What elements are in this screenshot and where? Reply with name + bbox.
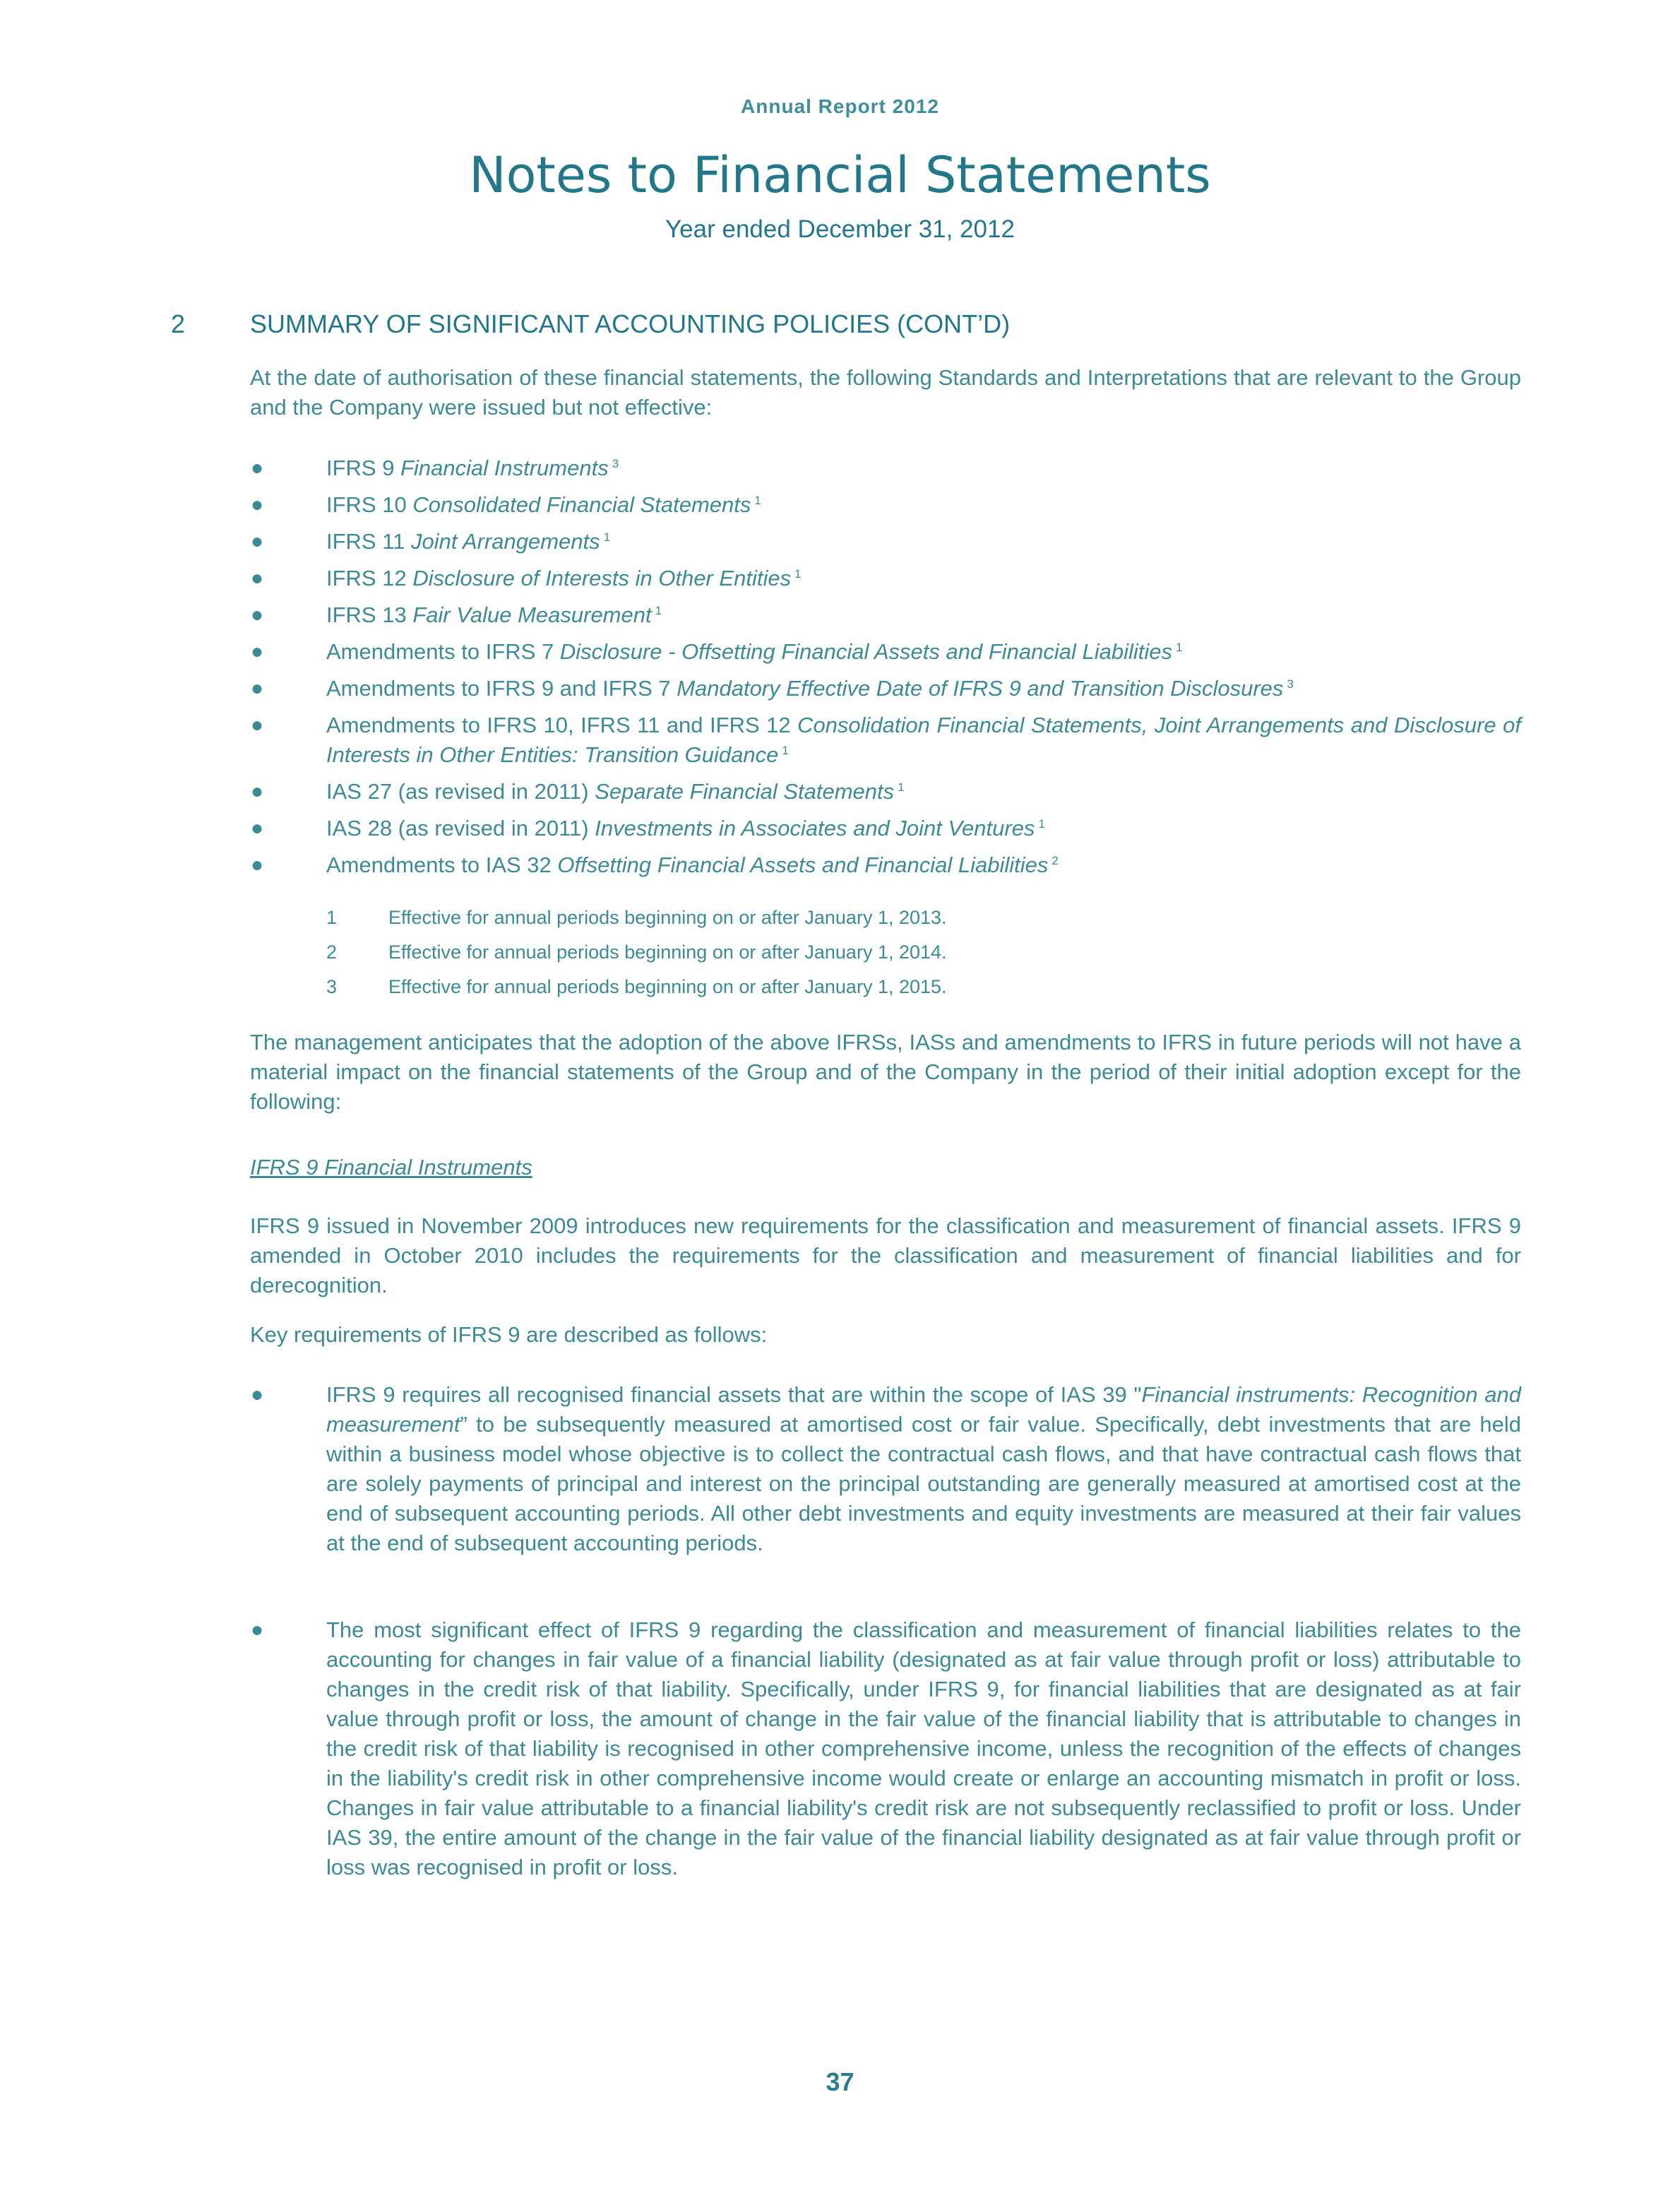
requirement-text: The most significant effect of IFRS 9 regarding the classification and measurement of financial liabilities relates to the accounting for changes in fair value of a financial liability (designated as at fair value through profit or loss) attributable to changes in the credit risk of that liability. Specifically, under IFRS 9, for financial liabilities that are designated as at fair value through profit or loss, the amount of change in the fair value of the financial liability that is attributable to changes in the credit risk of that liability is recognised in other comprehensive income, unless the recognition of the effects of changes in the liability's credit risk in other comprehensive income would create or enlarge an accounting mismatch in profit or loss. Changes in fair value attributable to a financial liability's credit risk are not subsequently reclassified to profit or loss. Under IAS 39, the entire amount of the change in the fair value of the financial liability designated as at fair value through profit or loss was recognised in profit or loss. bbox=[326, 1617, 1521, 1879]
standard-title: Investments in Associates and Joint Ventures bbox=[595, 816, 1035, 840]
bullet-icon: ● bbox=[250, 493, 264, 516]
standard-title: Consolidation Financial Statements, Joint Arrangements and Disclosure of Interests in Other Entities: Transition Guidance bbox=[326, 713, 1521, 767]
report-label: Annual Report 2012 bbox=[741, 95, 939, 117]
standard-code: IFRS 13 bbox=[326, 602, 413, 627]
standard-title: Offsetting Financial Assets and Financial Liabilities bbox=[557, 853, 1049, 877]
page-number: 37 bbox=[826, 2067, 854, 2096]
standard-title: Consolidated Financial Statements bbox=[412, 492, 751, 517]
footnote-ref: 1 bbox=[898, 780, 905, 794]
bullet-icon: ● bbox=[250, 677, 264, 700]
intro-paragraph: At the date of authorisation of these financial statements, the following Standards and Interpretations that are relevant to the Group and the Company were issued but not effective: bbox=[250, 365, 1521, 420]
management-paragraph: The management anticipates that the adoption of the above IFRSs, IASs and amendments to IFRS in future periods will not have a material impact on the financial statements of the Group and of the Company in the period of their initial adoption except for the following: bbox=[250, 1030, 1521, 1114]
footnote-ref: 1 bbox=[794, 566, 802, 581]
footnote-text: Effective for annual periods beginning on or after January 1, 2014. bbox=[388, 941, 947, 963]
footnote-ref: 2 bbox=[1052, 853, 1059, 867]
section-number: 2 bbox=[171, 309, 186, 338]
footnote-number: 2 bbox=[326, 941, 338, 963]
standard-title: Financial Instruments bbox=[400, 456, 609, 480]
standard-code: IFRS 9 bbox=[326, 456, 401, 480]
footnote-ref: 1 bbox=[782, 743, 789, 757]
standard-code: Amendments to IFRS 7 bbox=[326, 639, 560, 664]
standard-code: Amendments to IAS 32 bbox=[326, 853, 558, 877]
footnote-ref: 1 bbox=[603, 530, 611, 544]
standard-title: Joint Arrangements bbox=[411, 529, 600, 554]
standard-title: Separate Financial Statements bbox=[595, 779, 895, 804]
page-subtitle: Year ended December 31, 2012 bbox=[665, 215, 1015, 243]
requirement-text: IFRS 9 requires all recognised financial assets that are within the scope of IAS 39 " bbox=[326, 1382, 1142, 1407]
footnote-number: 3 bbox=[326, 976, 338, 997]
footnote-ref: 3 bbox=[612, 456, 619, 470]
standard-code: Amendments to IFRS 9 and IFRS 7 bbox=[326, 676, 677, 701]
bullet-icon: ● bbox=[250, 456, 264, 480]
standard-code: IAS 28 (as revised in 2011) bbox=[326, 816, 595, 840]
standard-code: IAS 27 (as revised in 2011) bbox=[326, 779, 595, 804]
footnote-ref: 1 bbox=[1038, 816, 1045, 831]
requirement-text: ” to be subsequently measured at amortised cost or fair value. Specifically, debt investments that are held within a business model whose objective is to collect the contractual cash flows, and that have contractual cash flows that are solely payments of principal and interest on the principal outstanding are generally measured at amortised cost at the end of subsequent accounting periods. All other debt investments and equity investments are measured at their fair values at the end of subsequent accounting periods. bbox=[326, 1412, 1521, 1555]
footnote-text: Effective for annual periods beginning on or after January 1, 2015. bbox=[388, 976, 947, 997]
bullet-icon: ● bbox=[250, 816, 264, 840]
subheading: IFRS 9 Financial Instruments bbox=[250, 1155, 532, 1180]
section-title: SUMMARY OF SIGNIFICANT ACCOUNTING POLICIES (CONT’D) bbox=[250, 309, 1011, 338]
key-requirements-paragraph: Key requirements of IFRS 9 are described as follows: bbox=[250, 1322, 768, 1347]
bullet-icon: ● bbox=[250, 713, 264, 737]
standard-title: Disclosure - Offsetting Financial Assets and Financial Liabilities bbox=[559, 639, 1173, 664]
bullet-icon: ● bbox=[250, 640, 264, 663]
bullet-icon: ● bbox=[250, 853, 264, 877]
bullet-icon: ● bbox=[250, 1383, 264, 1406]
standard-code: IFRS 12 bbox=[326, 566, 413, 590]
standard-title: Mandatory Effective Date of IFRS 9 and Transition Disclosures bbox=[677, 676, 1284, 701]
requirement-italic: Financial instruments: Recognition and measurement bbox=[326, 1382, 1521, 1437]
footnote-ref: 1 bbox=[655, 603, 662, 617]
standard-title: Disclosure of Interests in Other Entities bbox=[412, 566, 792, 590]
page-title: Notes to Financial Statements bbox=[469, 146, 1211, 204]
standard-title: Fair Value Measurement bbox=[412, 602, 652, 627]
bullet-icon: ● bbox=[250, 566, 264, 590]
bullet-icon: ● bbox=[250, 780, 264, 803]
footnote-ref: 3 bbox=[1287, 677, 1294, 691]
footnote-ref: 1 bbox=[754, 493, 761, 507]
footnote-text: Effective for annual periods beginning on or after January 1, 2013. bbox=[388, 907, 947, 928]
footnote-number: 1 bbox=[326, 907, 338, 928]
bullet-icon: ● bbox=[250, 1618, 264, 1641]
bullet-icon: ● bbox=[250, 530, 264, 553]
standard-code: IFRS 10 bbox=[326, 492, 413, 517]
footnote-ref: 1 bbox=[1176, 640, 1183, 654]
standard-code: Amendments to IFRS 10, IFRS 11 and IFRS 12 bbox=[326, 713, 798, 737]
ifrs9-intro-paragraph: IFRS 9 issued in November 2009 introduces new requirements for the classification and measurement of financial assets. IFRS 9 amended in October 2010 includes the requirements for the classification and measurement of financial liabilities and for derecognition. bbox=[250, 1213, 1521, 1297]
bullet-icon: ● bbox=[250, 603, 264, 626]
standard-code: IFRS 11 bbox=[326, 529, 412, 554]
